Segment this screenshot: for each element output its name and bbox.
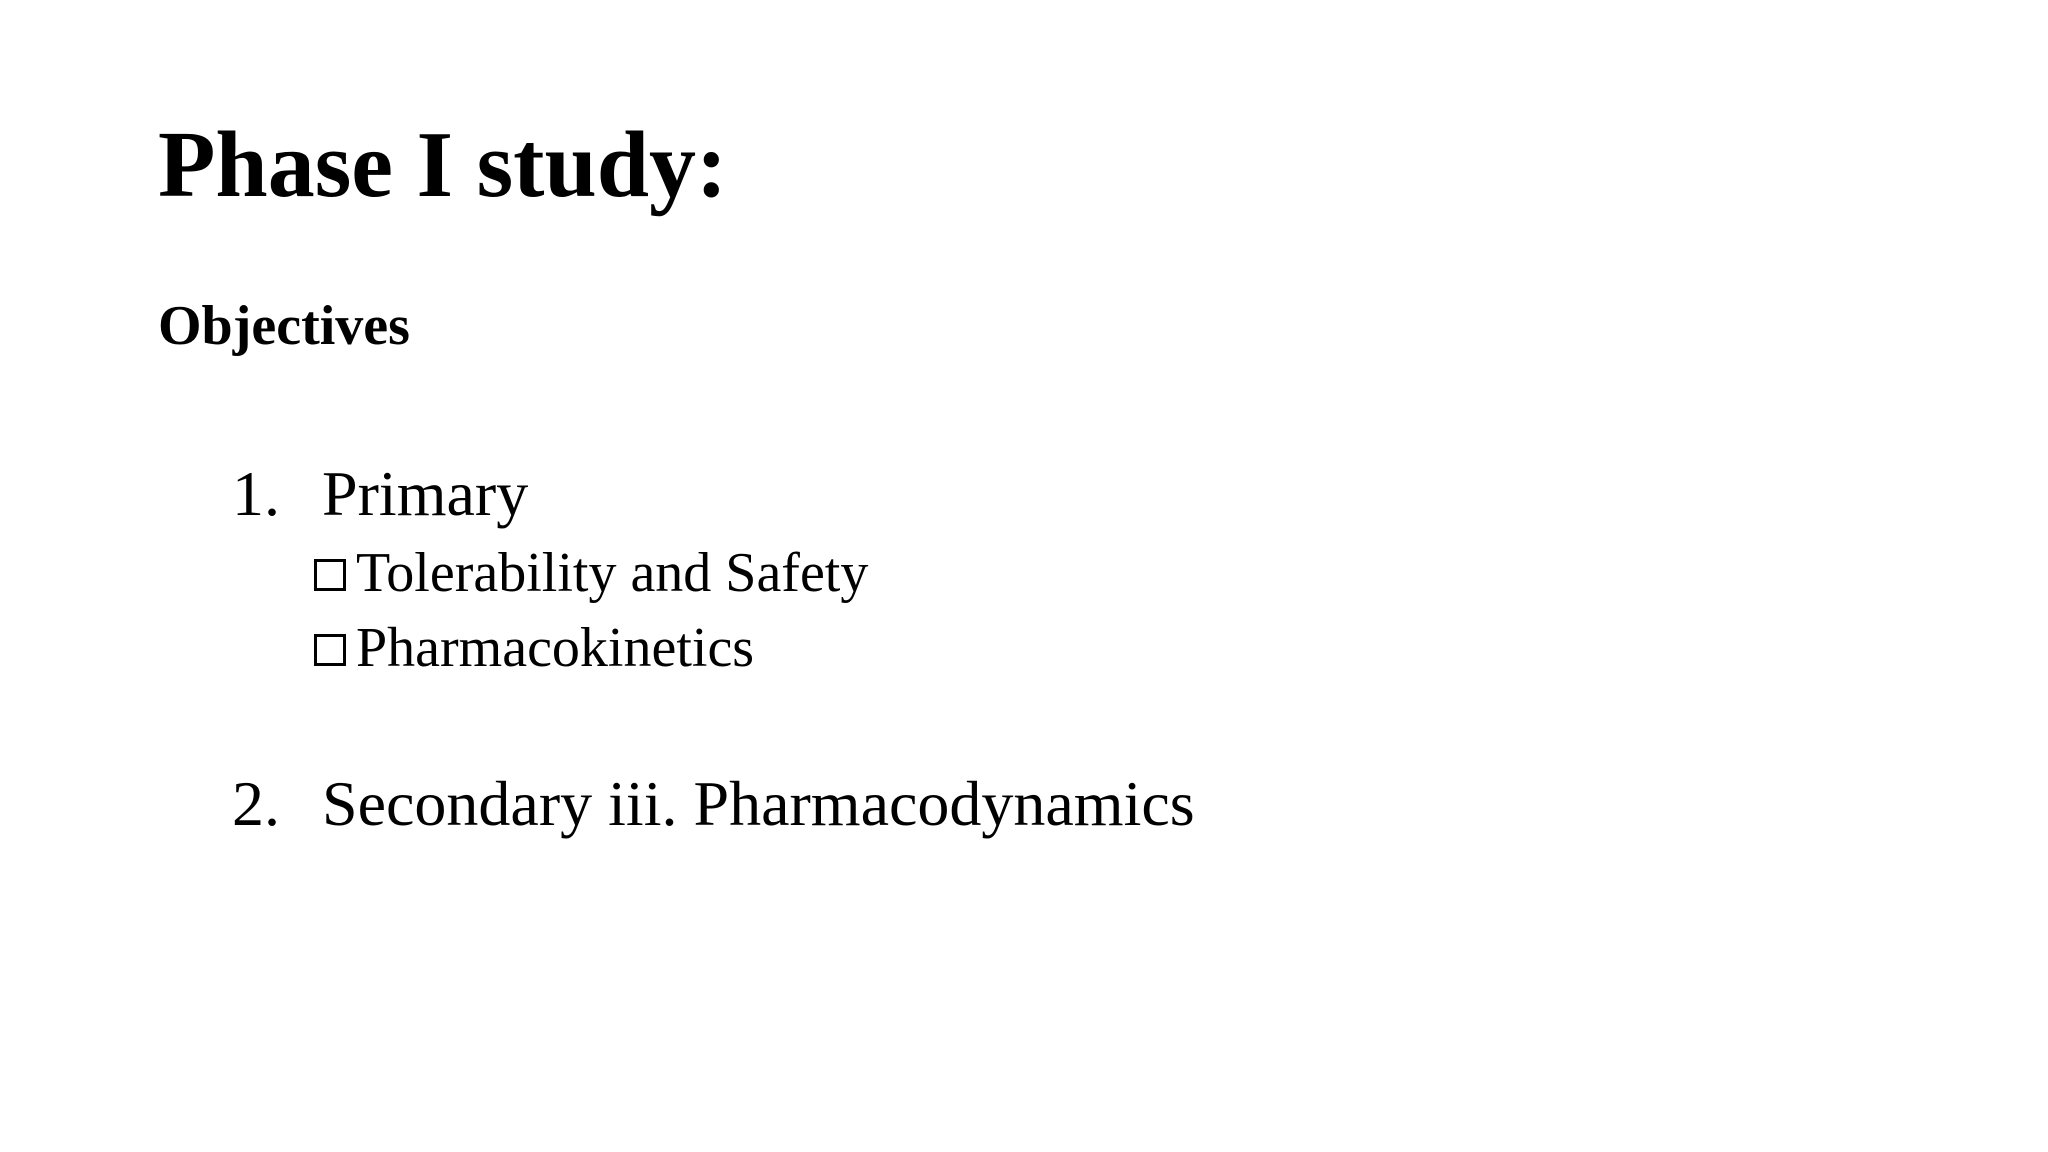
list-item-primary [232,458,529,529]
checkbox-bullet-icon [314,559,348,593]
list-item-label: Primary [322,458,529,529]
checkbox-bullet-icon [314,634,348,668]
sublist-item-label: Pharmacokinetics [356,617,755,679]
sublist-item-label: Tolerability and Safety [356,542,869,604]
sublist-item-tolerability [314,542,869,604]
sublist-item-pharmacokinetics [314,617,755,679]
list-item-number: 2. [232,768,280,839]
list-item-secondary [232,768,1195,839]
slide-title: Phase I study: [158,113,728,217]
slide-subtitle: Objectives [158,295,410,357]
list-item-label: Secondary iii. Pharmacodynamics [322,768,1195,839]
list-item-number: 1. [232,458,280,529]
